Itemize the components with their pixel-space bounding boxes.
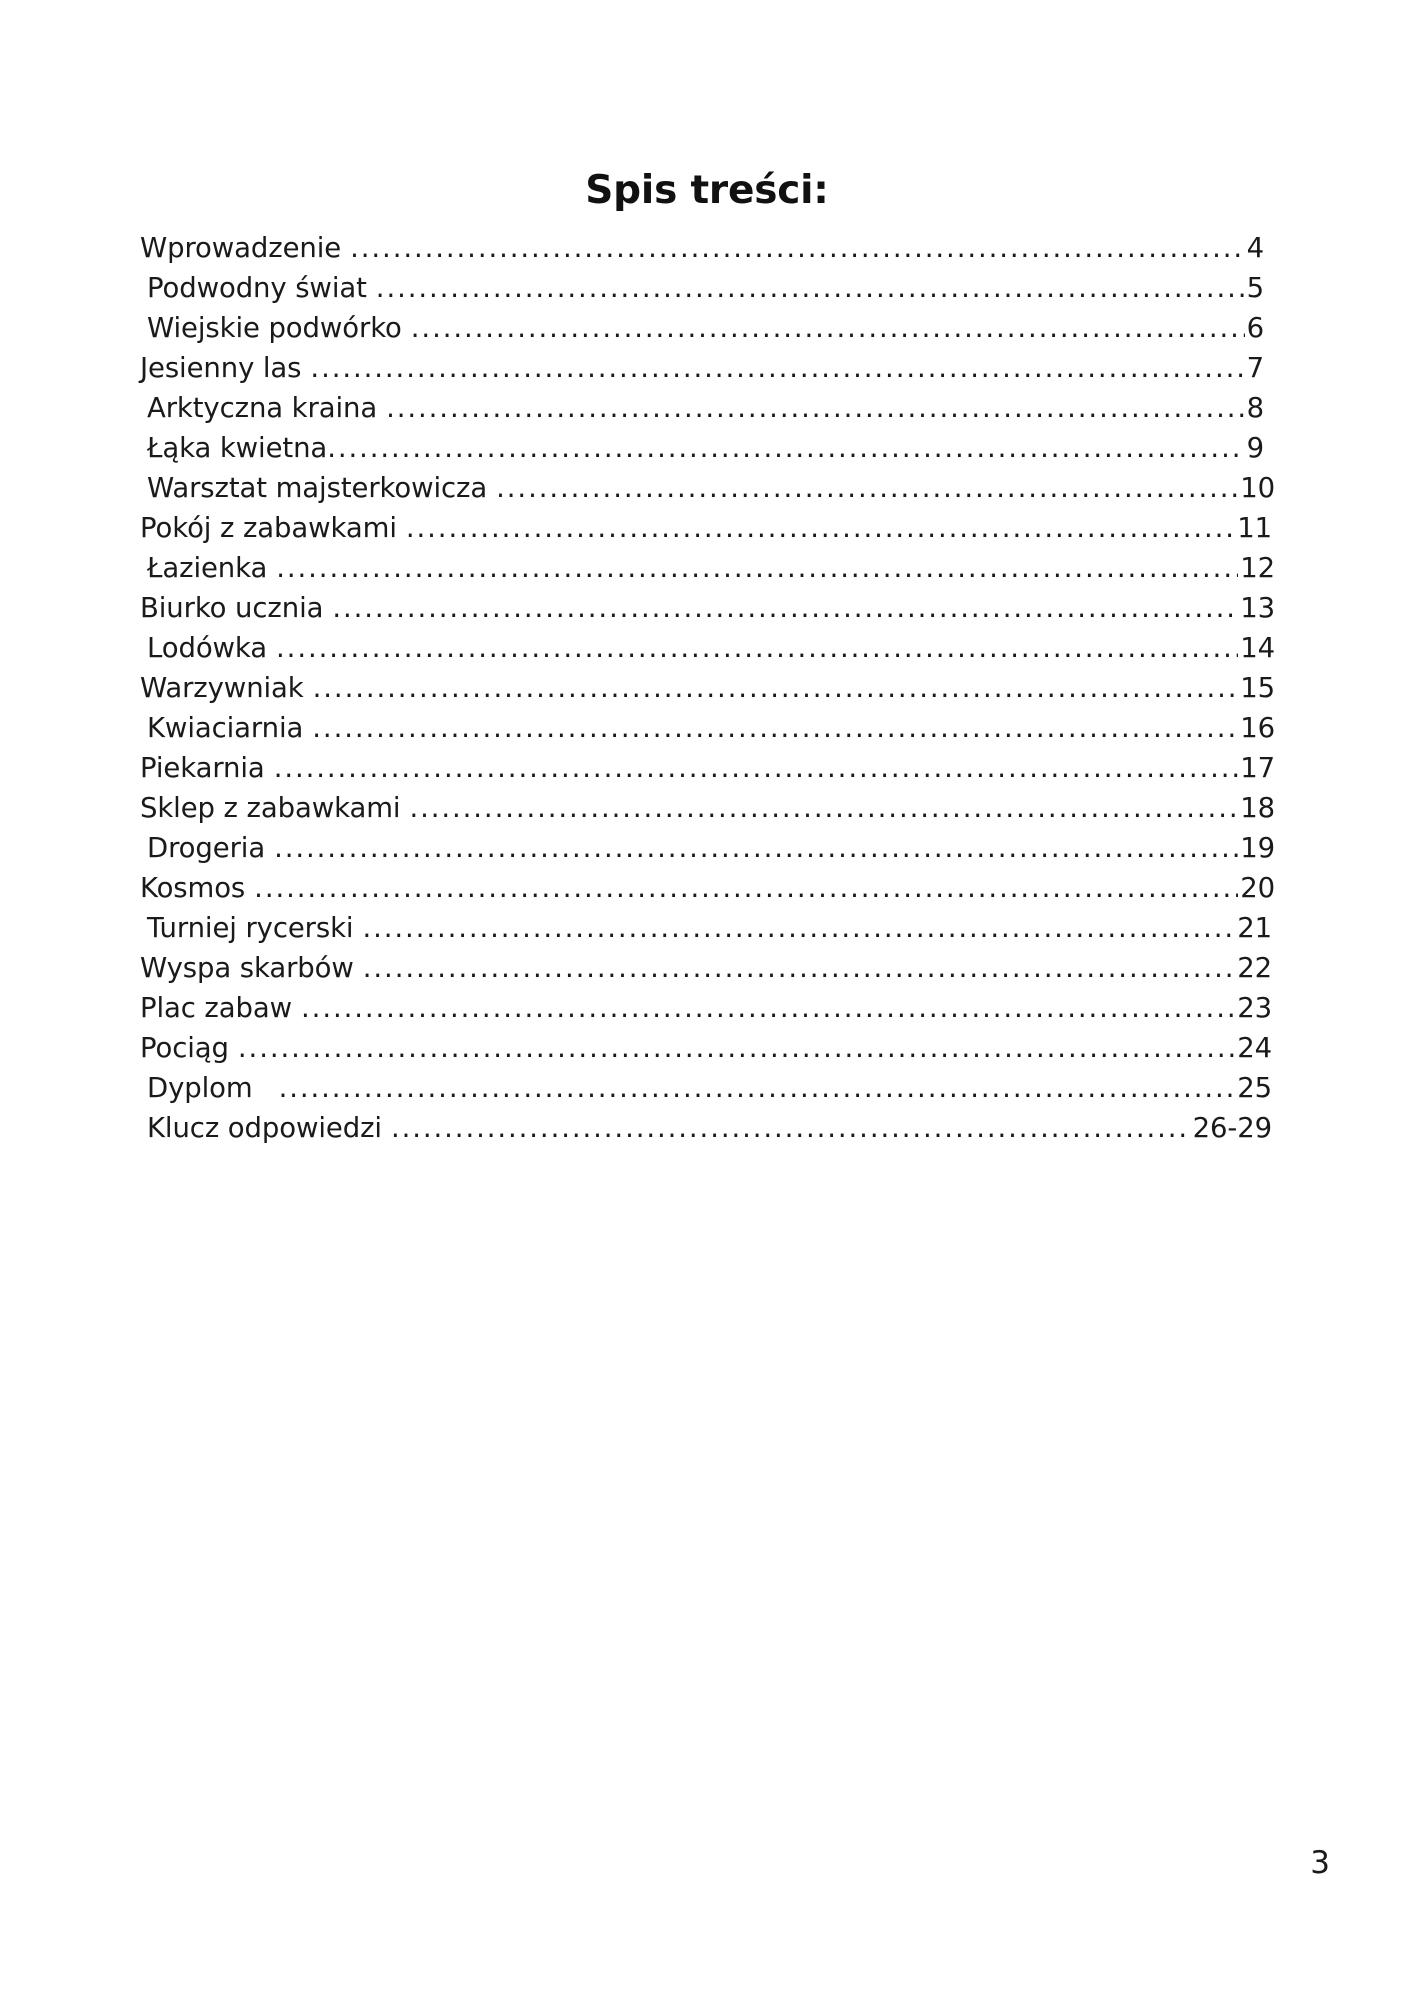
toc-entry-label: Drogeria (147, 832, 266, 864)
toc-entry-label: Klucz odpowiedzi (147, 1112, 382, 1144)
toc-entry-label: Pociąg (140, 1032, 229, 1064)
toc-entry-label: Warzywniak (140, 672, 304, 704)
toc-dot-leader (274, 752, 1239, 780)
toc-entry-page-number: 19 (1240, 832, 1275, 864)
toc-entry[interactable] (147, 272, 1275, 312)
toc-entry-label: Wiejskie podwórko (147, 312, 402, 344)
toc-entry[interactable] (140, 752, 1275, 792)
toc-entry-label: Dyplom (147, 1072, 253, 1104)
toc-entry-label: Jesienny las (140, 352, 302, 384)
toc-entry-label: Kosmos (140, 872, 246, 904)
toc-entry[interactable] (147, 832, 1275, 872)
toc-dot-leader (276, 632, 1238, 660)
toc-dot-leader (313, 672, 1239, 700)
toc-dot-leader (386, 392, 1245, 420)
table-of-contents (140, 232, 1275, 1152)
toc-dot-leader (276, 552, 1238, 580)
toc-entry-label: Pokój z zabawkami (140, 512, 397, 544)
toc-entry[interactable] (147, 392, 1275, 432)
toc-dot-leader (406, 512, 1235, 540)
toc-entry-label: Sklep z zabawkami (140, 792, 401, 824)
toc-entry-page-number: 21 (1237, 912, 1272, 944)
toc-entry-label: Plac zabaw (140, 992, 293, 1024)
toc-entry-label: Piekarnia (140, 752, 265, 784)
toc-dot-leader (279, 1072, 1236, 1100)
toc-entry-label: Lodówka (147, 632, 268, 664)
toc-entry-label: Biurko ucznia (140, 592, 324, 624)
toc-dot-leader (274, 832, 1238, 860)
toc-entry[interactable] (140, 872, 1275, 912)
toc-entry-page-number: 25 (1237, 1072, 1272, 1104)
toc-entry-page-number: 5 (1246, 272, 1264, 304)
toc-entry-page-number: 6 (1246, 312, 1264, 344)
toc-dot-leader (409, 792, 1238, 820)
toc-entry[interactable] (147, 1112, 1275, 1152)
toc-dot-leader (312, 712, 1238, 740)
toc-entry-page-number: 11 (1237, 512, 1272, 544)
toc-entry[interactable] (140, 592, 1275, 632)
toc-entry[interactable] (140, 232, 1275, 272)
toc-entry-label: Kwiaciarnia (147, 712, 304, 744)
toc-entry-page-number: 8 (1246, 392, 1264, 424)
toc-entry[interactable] (140, 512, 1275, 552)
toc-dot-leader (332, 592, 1238, 620)
toc-entry-page-number: 24 (1237, 1032, 1272, 1064)
toc-entry[interactable] (140, 672, 1275, 712)
toc-entry[interactable] (140, 992, 1275, 1032)
toc-entry-label: Wyspa skarbów (140, 952, 354, 984)
toc-entry[interactable] (147, 472, 1275, 512)
toc-entry[interactable] (147, 1072, 1275, 1112)
toc-dot-leader (310, 352, 1244, 380)
toc-entry-page-number: 22 (1237, 952, 1272, 984)
toc-dot-leader (327, 432, 1244, 460)
toc-dot-leader (391, 1112, 1191, 1140)
toc-entry-page-number: 26-29 (1192, 1112, 1272, 1144)
toc-entry-page-number: 10 (1240, 472, 1275, 504)
toc-entry[interactable] (140, 792, 1275, 832)
toc-entry[interactable] (147, 312, 1275, 352)
toc-entry-page-number: 23 (1237, 992, 1272, 1024)
toc-entry-page-number: 20 (1240, 872, 1275, 904)
toc-entry-label: Wprowadzenie (140, 232, 342, 264)
toc-entry-page-number: 12 (1240, 552, 1275, 584)
toc-entry-page-number: 18 (1240, 792, 1275, 824)
toc-entry-label: Łazienka (147, 552, 268, 584)
toc-entry[interactable] (140, 352, 1275, 392)
toc-entry[interactable] (147, 912, 1275, 952)
toc-dot-leader (363, 952, 1235, 980)
toc-dot-leader (362, 912, 1235, 940)
toc-dot-leader (496, 472, 1238, 500)
toc-entry-page-number: 17 (1240, 752, 1275, 784)
toc-entry-label: Turniej rycerski (147, 912, 354, 944)
toc-entry[interactable] (147, 712, 1275, 752)
toc-entry[interactable] (140, 952, 1275, 992)
toc-dot-leader (411, 312, 1245, 340)
toc-entry-label: Łąka kwietna (147, 432, 328, 464)
toc-dot-leader (350, 232, 1244, 260)
toc-entry-page-number: 16 (1240, 712, 1275, 744)
toc-dot-leader (238, 1032, 1235, 1060)
toc-entry-page-number: 9 (1246, 432, 1264, 464)
toc-entry-label: Podwodny świat (147, 272, 367, 304)
toc-entry[interactable] (147, 632, 1275, 672)
page-title: Spis treści: (585, 168, 829, 213)
toc-entry[interactable] (147, 552, 1275, 592)
toc-entry[interactable] (140, 1032, 1275, 1072)
toc-entry-page-number: 7 (1246, 352, 1264, 384)
toc-dot-leader (376, 272, 1245, 300)
toc-dot-leader (301, 992, 1235, 1020)
toc-entry-page-number: 13 (1240, 592, 1275, 624)
toc-entry-label: Warsztat majsterkowicza (147, 472, 488, 504)
toc-entry-page-number: 15 (1240, 672, 1275, 704)
footer-page-number: 3 (1310, 1845, 1330, 1881)
toc-entry-page-number: 14 (1240, 632, 1275, 664)
toc-entry-page-number: 4 (1246, 232, 1264, 264)
toc-dot-leader (254, 872, 1238, 900)
toc-entry-label: Arktyczna kraina (147, 392, 378, 424)
toc-entry[interactable] (147, 432, 1275, 472)
